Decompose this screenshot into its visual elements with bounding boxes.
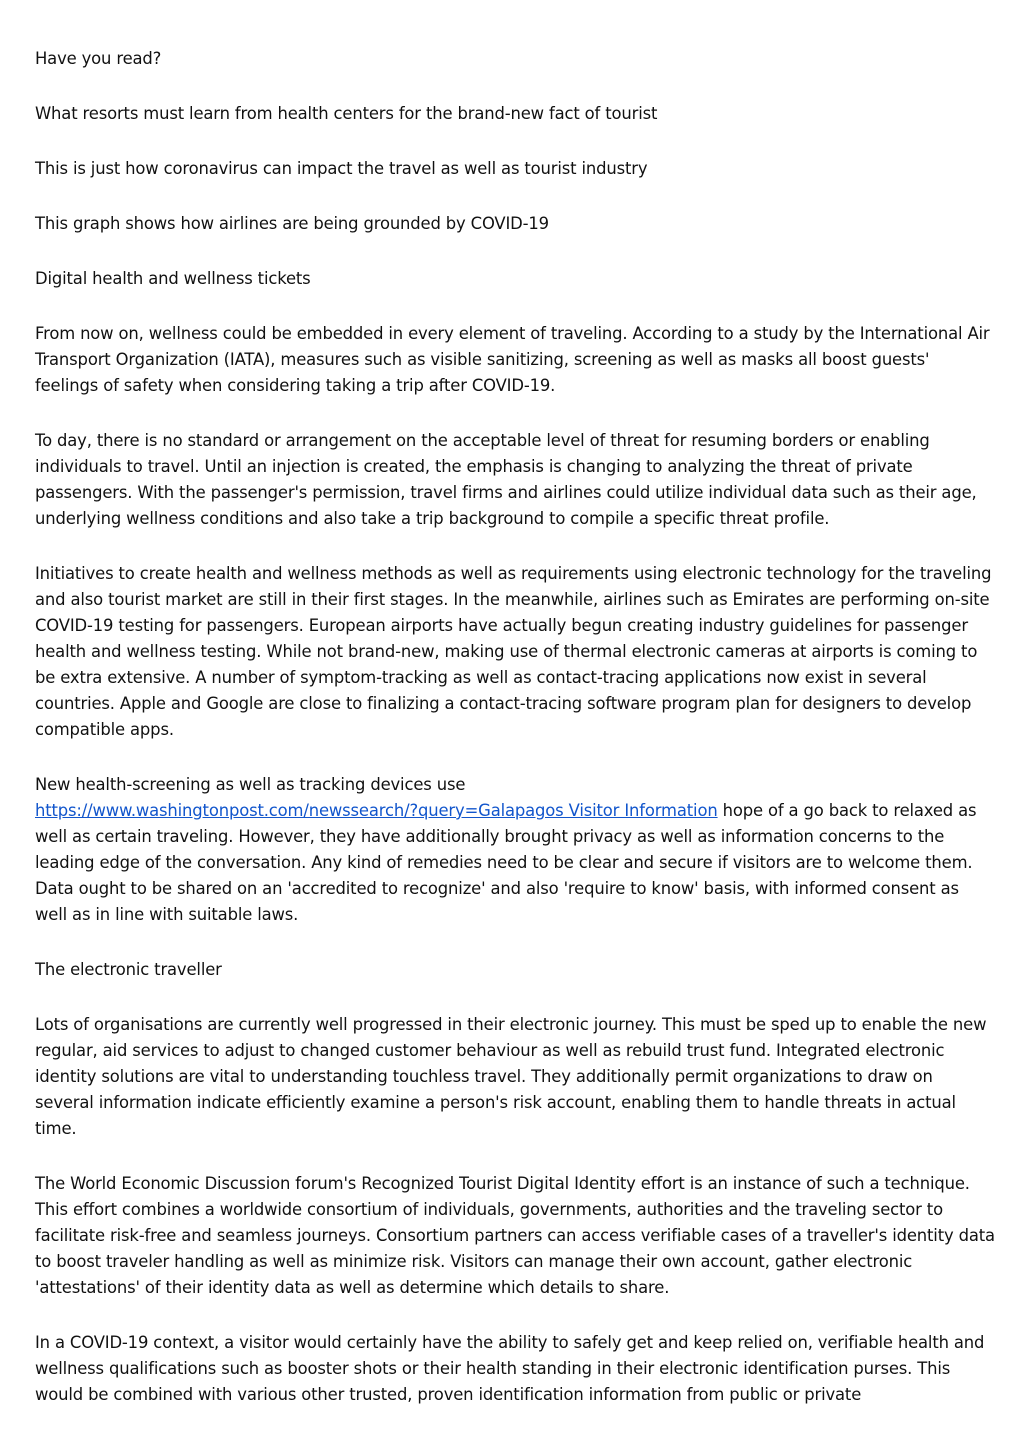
have-you-read-label: Have you read?: [35, 49, 162, 68]
related-article-3: This graph shows how airlines are being grounded by COVID-19: [35, 214, 549, 233]
washingtonpost-link[interactable]: https://www.washingtonpost.com/newssearch/?query=Galapagos Visitor Information: [35, 801, 718, 820]
paragraph-2: To day, there is no standard or arrangement on the acceptable level of threat for resuming borders or enabling individuals to travel. Until an injection is created, the emphasis is changing to analyzing the threat of private passengers. With the passenger's permission, travel firms and airlines could utilize individual data such as their age, underlying wellness conditions and also take a trip background to compile a specific threat profile.: [35, 431, 977, 528]
paragraph-6: The World Economic Discussion forum's Recognized Tourist Digital Identity effort is an instance of such a technique. This effort combines a worldwide consortium of individuals, governments, authorities and the traveling sector to facilitate risk-free and seamless journeys. Consortium partners can access verifiable cases of a traveller's identity data to boost traveler handling as well as minimize risk. Visitors can manage their own account, gather electronic 'attestations' of their identity data as well as determine which details to share.: [35, 1174, 995, 1297]
paragraph-1: From now on, wellness could be embedded in every element of traveling. According to a study by the International Air Transport Organization (IATA), measures such as visible sanitizing, screening as well as masks all boost guests' feelings of safety when considering taking a trip after COVID-19.: [35, 324, 990, 395]
paragraph-5: Lots of organisations are currently well progressed in their electronic journey. This must be sped up to enable the new regular, aid services to adjust to changed customer behaviour as well as rebuild trust fund. Integrated electronic identity solutions are vital to understanding touchless travel. They additionally permit organizations to draw on several information indicate efficiently examine a person's risk account, enabling them to handle threats in actual time.: [35, 1015, 987, 1138]
section-heading-electronic-traveller: The electronic traveller: [35, 960, 222, 979]
paragraph-3: Initiatives to create health and wellness methods as well as requirements using electronic technology for the traveling and also tourist market are still in their first stages. In the meanwhile, airlines such as Emirates are performing on-site COVID-19 testing for passengers. European airports have actually begun creating industry guidelines for passenger health and wellness testing. While not brand-new, making use of thermal electronic cameras at airports is coming to be extra extensive. A number of symptom-tracking as well as contact-tracing applications now exist in several countries. Apple and Google are close to finalizing a contact-tracing software program plan for designers to develop compatible apps.: [35, 564, 992, 739]
paragraph-4: [35, 772, 995, 928]
document-page: [35, 46, 995, 1437]
related-article-2: This is just how coronavirus can impact the travel as well as tourist industry: [35, 159, 648, 178]
paragraph-4-text-start: New health-screening as well as tracking devices use: [35, 775, 466, 794]
paragraph-7: In a COVID-19 context, a visitor would certainly have the ability to safely get and keep relied on, verifiable health and wellness qualifications such as booster shots or their health standing in their electronic identification purses. This would be combined with various other trusted, proven identification information from public or private: [35, 1333, 985, 1404]
paragraph-4-text-end: hope of a go back to relaxed as well as certain traveling. However, they have additionally brought privacy as well as information concerns to the leading edge of the conversation. Any kind of remedies need to be clear and secure if visitors are to welcome them. Data ought to be shared on an 'accredited to recognize' and also 'require to know' basis, with informed consent as well as in line with suitable laws.: [35, 801, 977, 924]
related-article-1: What resorts must learn from health centers for the brand-new fact of tourist: [35, 104, 658, 123]
section-heading-digital-health: Digital health and wellness tickets: [35, 269, 311, 288]
